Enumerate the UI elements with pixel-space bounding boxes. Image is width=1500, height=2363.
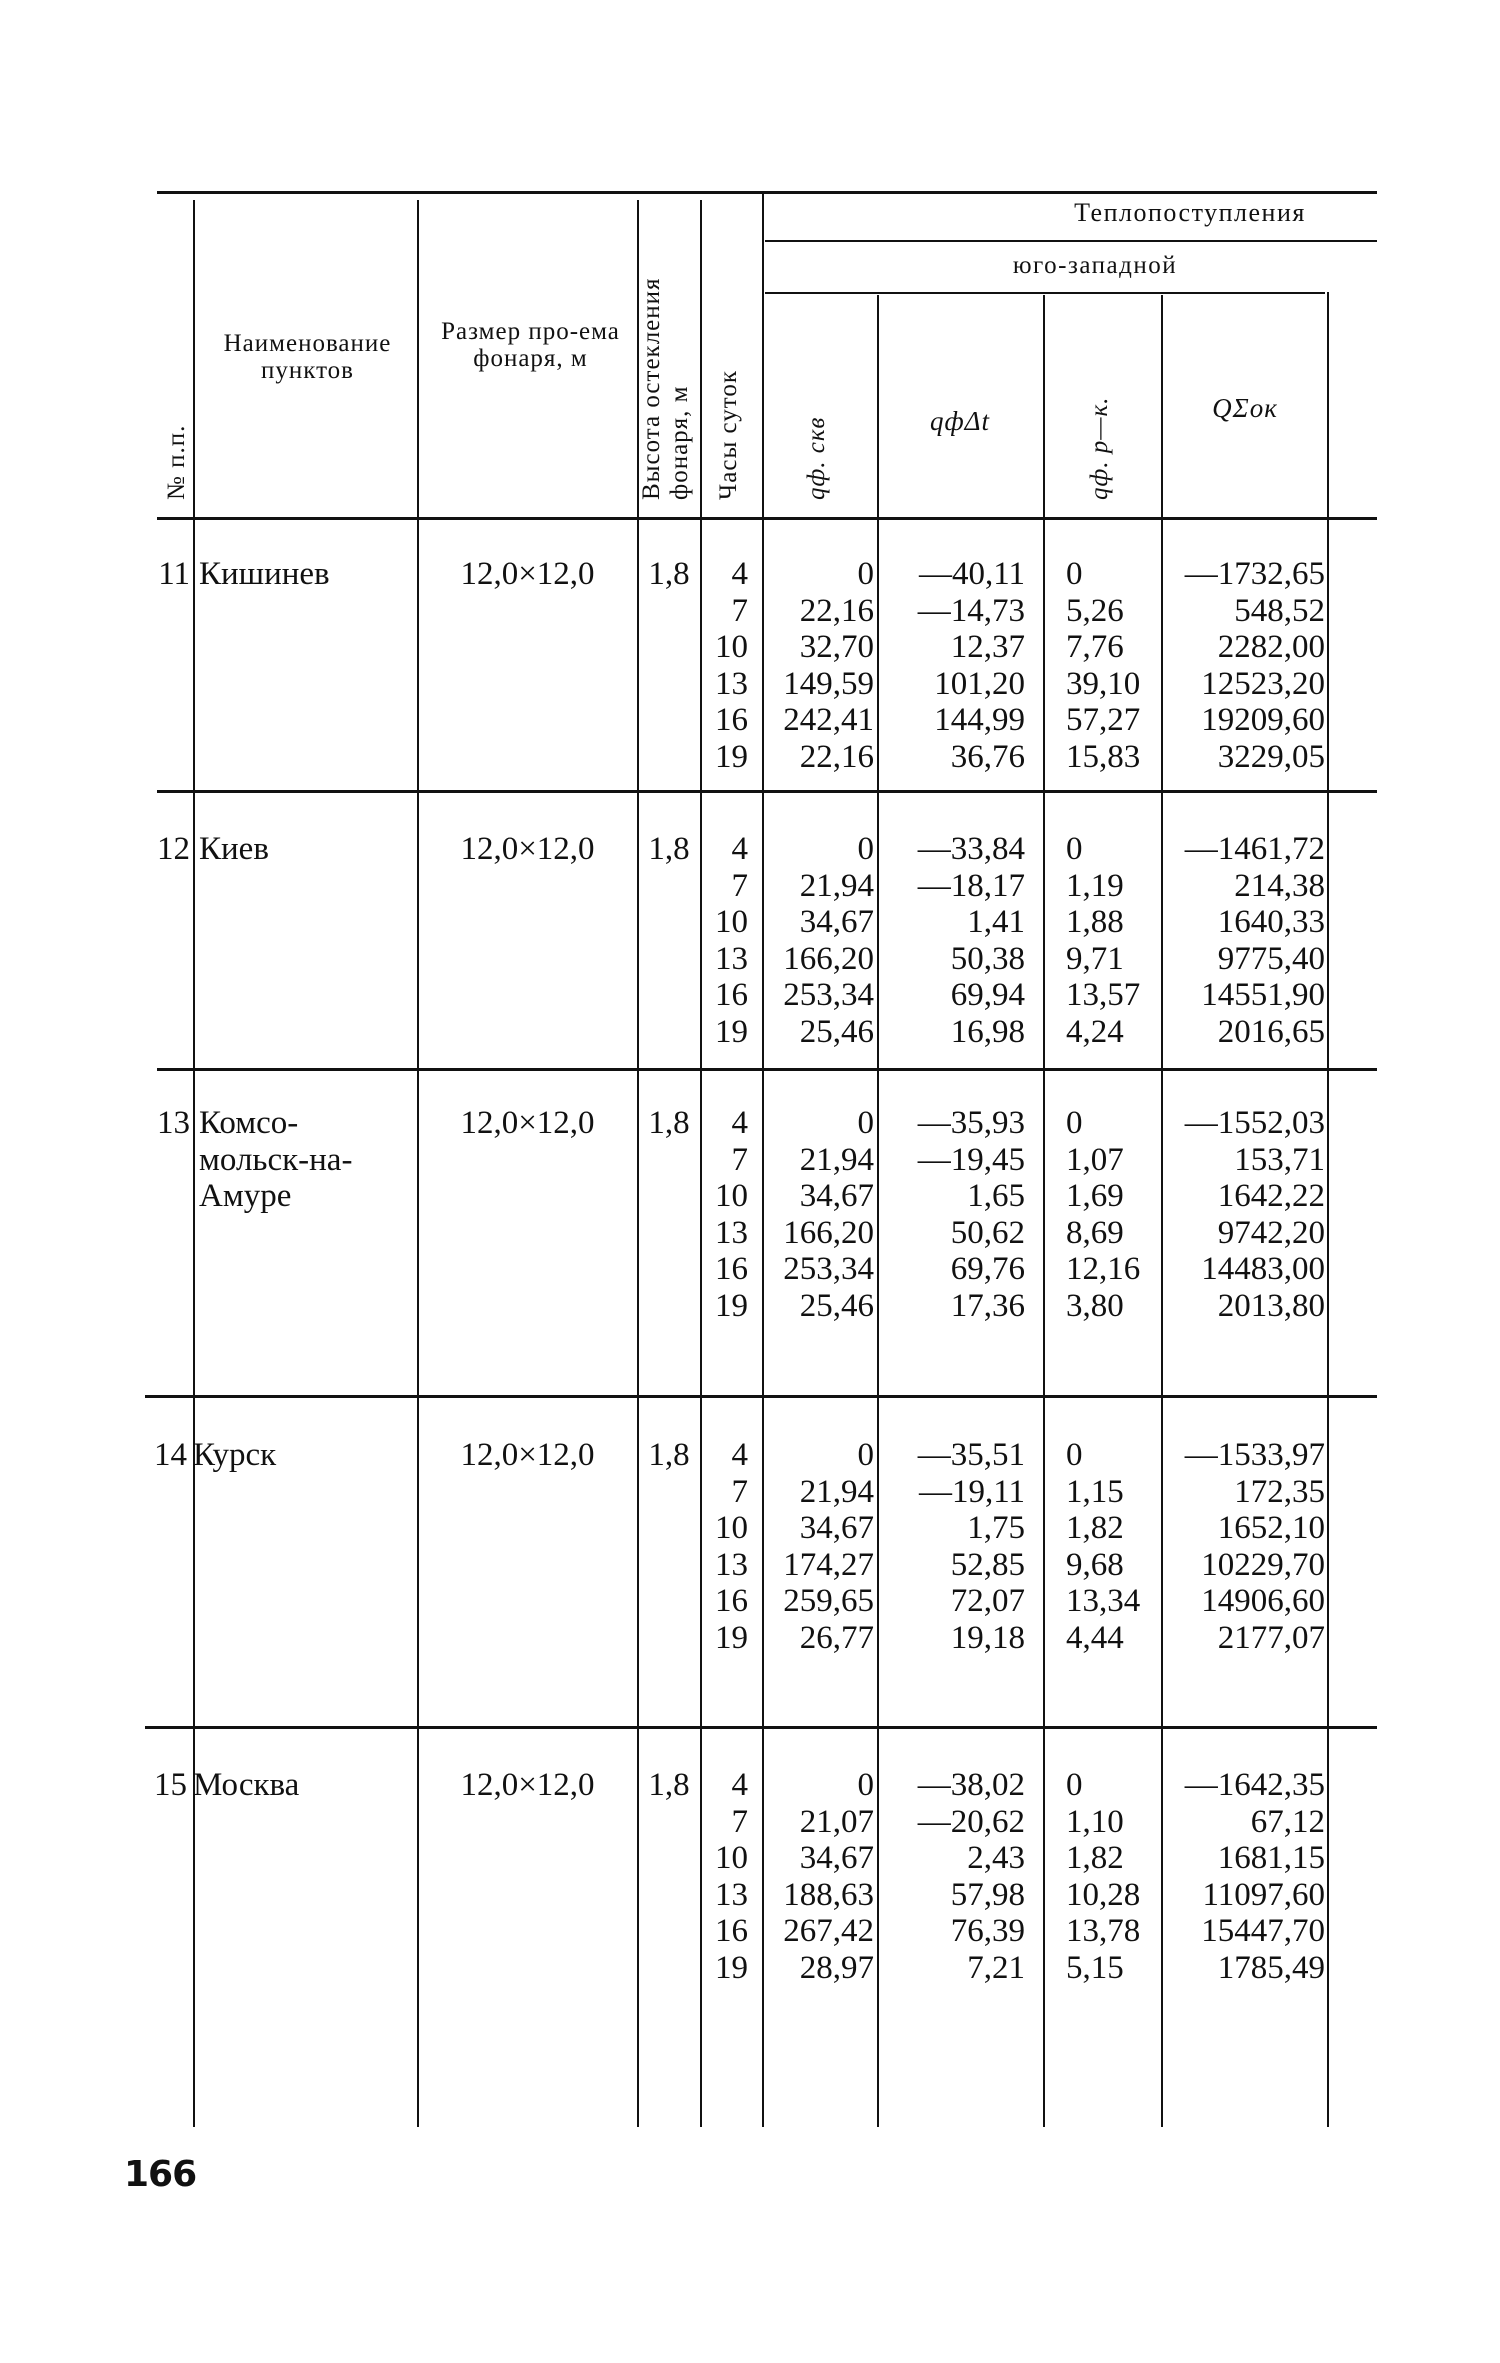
row-name: Курск [193, 1437, 277, 1473]
row-q-rk: 0 1,15 1,82 9,68 13,34 4,44 [1066, 1437, 1141, 1656]
row-size: 12,0×12,0 [460, 1105, 595, 1141]
row-rule-14 [145, 1395, 1377, 1398]
header-height: Высота остекления фонаря, м [638, 277, 693, 500]
header-hours: Часы суток [715, 370, 742, 500]
row-height: 1,8 [648, 1105, 690, 1141]
header-group-main: Теплопоступления [1074, 198, 1306, 227]
row-height: 1,8 [648, 1437, 690, 1473]
header-q-rk: qф. р—к. [1086, 396, 1113, 500]
row-name: Киев [199, 831, 269, 867]
header-bottom-rule [157, 517, 1377, 520]
row-no: 12 [157, 831, 190, 867]
header-q-dt: qфΔt [929, 406, 991, 436]
row-no: 13 [157, 1105, 190, 1141]
group-rule [765, 240, 1377, 242]
col-rule-qdt [1043, 295, 1045, 2127]
row-q-dt: —33,84 —18,17 1,41 50,38 69,94 16,98 [917, 831, 1025, 1050]
col-rule-name [417, 200, 419, 2127]
row-Q: —1461,72 214,38 1640,33 9775,40 14551,90 2016,65 [1184, 831, 1325, 1050]
row-q-skv: 0 21,07 34,67 188,63 267,42 28,97 [783, 1767, 874, 1986]
row-q-rk: 0 1,07 1,69 8,69 12,16 3,80 [1066, 1105, 1141, 1324]
col-rule-qskv [877, 295, 879, 2127]
row-rule-15 [145, 1726, 1377, 1729]
table-top-rule [157, 191, 1377, 194]
row-q-dt: —38,02 —20,62 2,43 57,98 76,39 7,21 [917, 1767, 1025, 1986]
row-no: 11 [158, 556, 190, 592]
header-size: Размер про-ема фонаря, м [441, 318, 620, 372]
row-Q: —1533,97 172,35 1652,10 10229,70 14906,60 2177,07 [1184, 1437, 1325, 1656]
row-size: 12,0×12,0 [460, 831, 595, 867]
row-height: 1,8 [648, 831, 690, 867]
row-height: 1,8 [648, 556, 690, 592]
row-no: 14 [154, 1437, 187, 1473]
page-number: 166 [124, 2154, 197, 2195]
row-rule-12 [157, 790, 1377, 793]
row-q-dt: —35,93 —19,45 1,65 50,62 69,76 17,36 [917, 1105, 1025, 1324]
header-Q: QΣок [1212, 393, 1278, 423]
row-name: Кишинев [199, 556, 330, 592]
col-rule-no [193, 200, 195, 2127]
row-size: 12,0×12,0 [460, 556, 595, 592]
row-q-rk: 0 1,10 1,82 10,28 13,78 5,15 [1066, 1767, 1141, 1986]
row-hours: 4 7 10 13 16 19 [715, 1437, 748, 1656]
row-q-skv: 0 21,94 34,67 166,20 253,34 25,46 [783, 1105, 874, 1324]
row-hours: 4 7 10 13 16 19 [715, 1105, 748, 1324]
row-no: 15 [154, 1767, 187, 1803]
row-q-skv: 0 22,16 32,70 149,59 242,41 22,16 [783, 556, 874, 775]
header-q-skv: qф. скв [803, 416, 830, 500]
row-Q: —1732,65 548,52 2282,00 12523,20 19209,60 3229,05 [1184, 556, 1325, 775]
header-no: № п.п. [163, 424, 190, 500]
row-rule-13 [157, 1068, 1377, 1071]
col-rule-Q [1327, 292, 1329, 2127]
subgroup-rule [765, 292, 1325, 294]
row-hours: 4 7 10 13 16 19 [715, 831, 748, 1050]
row-q-dt: —35,51 —19,11 1,75 52,85 72,07 19,18 [917, 1437, 1025, 1656]
row-size: 12,0×12,0 [460, 1767, 595, 1803]
row-hours: 4 7 10 13 16 19 [715, 1767, 748, 1986]
row-height: 1,8 [648, 1767, 690, 1803]
row-hours: 4 7 10 13 16 19 [715, 556, 748, 775]
row-q-skv: 0 21,94 34,67 166,20 253,34 25,46 [783, 831, 874, 1050]
row-name: Комсо- мольск-на- Амуре [199, 1105, 353, 1214]
row-q-rk: 0 5,26 7,76 39,10 57,27 15,83 [1066, 556, 1141, 775]
header-name: Наименование пунктов [223, 330, 392, 384]
row-q-rk: 0 1,19 1,88 9,71 13,57 4,24 [1066, 831, 1141, 1050]
row-q-dt: —40,11 —14,73 12,37 101,20 144,99 36,76 [917, 556, 1025, 775]
row-Q: —1552,03 153,71 1642,22 9742,20 14483,00 2013,80 [1184, 1105, 1325, 1324]
row-name: Москва [193, 1767, 300, 1803]
row-size: 12,0×12,0 [460, 1437, 595, 1473]
header-group-sub: юго-западной [1012, 252, 1178, 279]
row-Q: —1642,35 67,12 1681,15 11097,60 15447,70 1785,49 [1184, 1767, 1325, 1986]
row-q-skv: 0 21,94 34,67 174,27 259,65 26,77 [783, 1437, 874, 1656]
